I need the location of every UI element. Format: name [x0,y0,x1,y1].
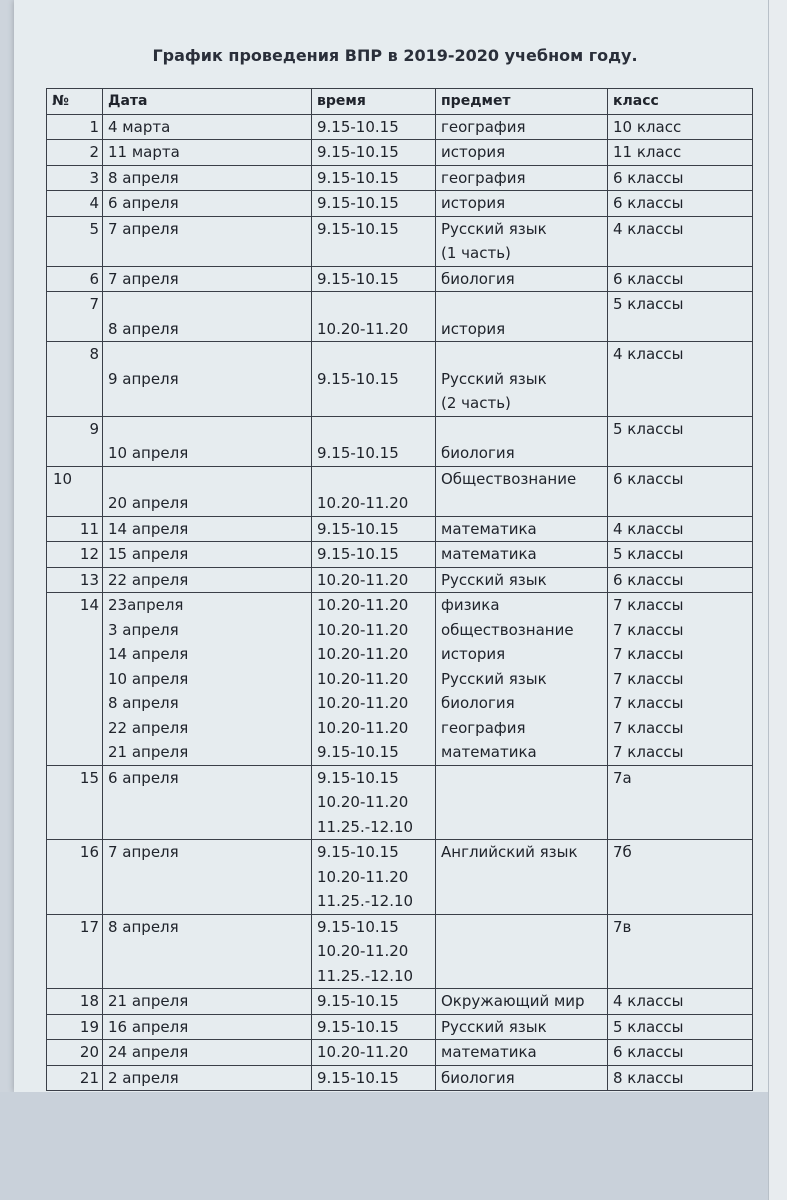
cell-class: 6 классы [608,191,753,217]
cell-class: 6 классы [608,165,753,191]
cell-subject: математика [436,516,608,542]
column-header-class: класс [608,89,753,115]
cell-date: 16 апреля [103,1014,312,1040]
cell-class: 5 классы [608,292,753,342]
cell-number: 21 [47,1065,103,1091]
cell-subject [436,765,608,840]
cell-number: 3 [47,165,103,191]
cell-number: 16 [47,840,103,915]
cell-date: 21 апреля [103,989,312,1015]
table-row [47,542,753,568]
cell-time: 9.15-10.15 [312,266,436,292]
cell-date: 6 апреля [103,191,312,217]
table-row [47,516,753,542]
cell-number: 18 [47,989,103,1015]
cell-number: 7 [47,292,103,342]
table-row [47,165,753,191]
cell-number: 15 [47,765,103,840]
table-body [47,114,753,1091]
table-row [47,765,753,840]
cell-class: 7в [608,914,753,989]
cell-class: 5 классы [608,542,753,568]
cell-subject: Русский язык [436,1014,608,1040]
cell-date: 8 апреля [103,292,312,342]
cell-date: 11 марта [103,140,312,166]
cell-subject: Обществознание [436,466,608,516]
schedule-table [46,88,753,1091]
cell-subject: биология [436,1065,608,1091]
cell-number: 11 [47,516,103,542]
cell-class: 6 классы [608,567,753,593]
cell-subject: биология [436,416,608,466]
cell-time: 9.15-10.15 10.20-11.20 11.25.-12.10 [312,765,436,840]
cell-time: 10.20-11.20 [312,567,436,593]
cell-time: 9.15-10.15 [312,114,436,140]
cell-number: 20 [47,1040,103,1066]
column-header-subject: предмет [436,89,608,115]
cell-subject: география [436,114,608,140]
cell-time: 10.20-11.20 [312,1040,436,1066]
cell-class: 4 классы [608,989,753,1015]
cell-subject: история [436,191,608,217]
cell-class: 4 классы [608,516,753,542]
cell-date: 10 апреля [103,416,312,466]
cell-subject: биология [436,266,608,292]
cell-date: 8 апреля [103,165,312,191]
cell-number: 6 [47,266,103,292]
cell-class: 5 классы [608,416,753,466]
cell-time: 9.15-10.15 [312,1065,436,1091]
cell-time: 9.15-10.15 [312,989,436,1015]
cell-number: 2 [47,140,103,166]
table-row [47,567,753,593]
table-row [47,840,753,915]
cell-time: 9.15-10.15 [312,542,436,568]
cell-time: 9.15-10.15 [312,191,436,217]
table-row [47,1014,753,1040]
page-edge [768,0,787,1200]
cell-date: 6 апреля [103,765,312,840]
cell-subject: физика обществознание история Русский язык биология география математика [436,593,608,766]
cell-time: 10.20-11.20 10.20-11.20 10.20-11.20 10.20-11.20 10.20-11.20 10.20-11.20 9.15-10.15 [312,593,436,766]
table-row [47,914,753,989]
cell-time: 10.20-11.20 [312,466,436,516]
table-row [47,140,753,166]
cell-class: 5 классы [608,1014,753,1040]
table-row [47,292,753,342]
cell-class: 6 классы [608,266,753,292]
cell-time: 9.15-10.15 [312,1014,436,1040]
cell-date: 22 апреля [103,567,312,593]
cell-class: 7а [608,765,753,840]
cell-date: 2 апреля [103,1065,312,1091]
column-header-time: время [312,89,436,115]
cell-date: 15 апреля [103,542,312,568]
table-row [47,593,753,766]
cell-date: 7 апреля [103,840,312,915]
cell-number: 1 [47,114,103,140]
cell-subject: Окружающий мир [436,989,608,1015]
cell-time: 9.15-10.15 [312,216,436,266]
cell-class: 6 классы [608,1040,753,1066]
cell-number: 8 [47,342,103,417]
cell-date: 7 апреля [103,266,312,292]
background-surface [0,1092,768,1200]
cell-class: 4 классы [608,216,753,266]
cell-date: 8 апреля [103,914,312,989]
cell-date: 20 апреля [103,466,312,516]
cell-time: 9.15-10.15 [312,416,436,466]
table-row [47,989,753,1015]
cell-subject: Русский язык [436,567,608,593]
cell-subject: математика [436,1040,608,1066]
cell-number: 19 [47,1014,103,1040]
cell-class: 11 класс [608,140,753,166]
cell-date: 4 марта [103,114,312,140]
cell-number: 4 [47,191,103,217]
cell-class: 6 классы [608,466,753,516]
cell-subject: Русский язык (1 часть) [436,216,608,266]
table-row [47,466,753,516]
cell-subject: математика [436,542,608,568]
table-row [47,1040,753,1066]
cell-time: 10.20-11.20 [312,292,436,342]
table-header-row [47,89,753,115]
cell-time: 9.15-10.15 10.20-11.20 11.25.-12.10 [312,914,436,989]
table-row [47,342,753,417]
cell-number: 17 [47,914,103,989]
cell-class: 7б [608,840,753,915]
cell-time: 9.15-10.15 [312,140,436,166]
cell-subject [436,914,608,989]
cell-number: 5 [47,216,103,266]
cell-number: 9 [47,416,103,466]
cell-time: 9.15-10.15 [312,165,436,191]
cell-class: 8 классы [608,1065,753,1091]
table-row [47,1065,753,1091]
cell-number: 14 [47,593,103,766]
table-row [47,416,753,466]
cell-subject: Английский язык [436,840,608,915]
table-row [47,191,753,217]
cell-date: 24 апреля [103,1040,312,1066]
cell-number: 12 [47,542,103,568]
cell-subject: Русский язык (2 часть) [436,342,608,417]
document-title: График проведения ВПР в 2019-2020 учебном году. [152,46,638,65]
cell-time: 9.15-10.15 [312,342,436,417]
cell-subject: история [436,292,608,342]
column-header-number: № [47,89,103,115]
cell-time: 9.15-10.15 [312,516,436,542]
column-header-date: Дата [103,89,312,115]
cell-class: 10 класс [608,114,753,140]
table-row [47,216,753,266]
cell-number: 10 [47,466,103,516]
cell-date: 14 апреля [103,516,312,542]
table-row [47,114,753,140]
cell-class: 7 классы 7 классы 7 классы 7 классы 7 классы 7 классы 7 классы [608,593,753,766]
cell-date: 7 апреля [103,216,312,266]
cell-number: 13 [47,567,103,593]
table-row [47,266,753,292]
cell-subject: география [436,165,608,191]
cell-class: 4 классы [608,342,753,417]
cell-subject: история [436,140,608,166]
cell-date: 9 апреля [103,342,312,417]
cell-date: 23апреля 3 апреля 14 апреля 10 апреля 8 апреля 22 апреля 21 апреля [103,593,312,766]
cell-time: 9.15-10.15 10.20-11.20 11.25.-12.10 [312,840,436,915]
